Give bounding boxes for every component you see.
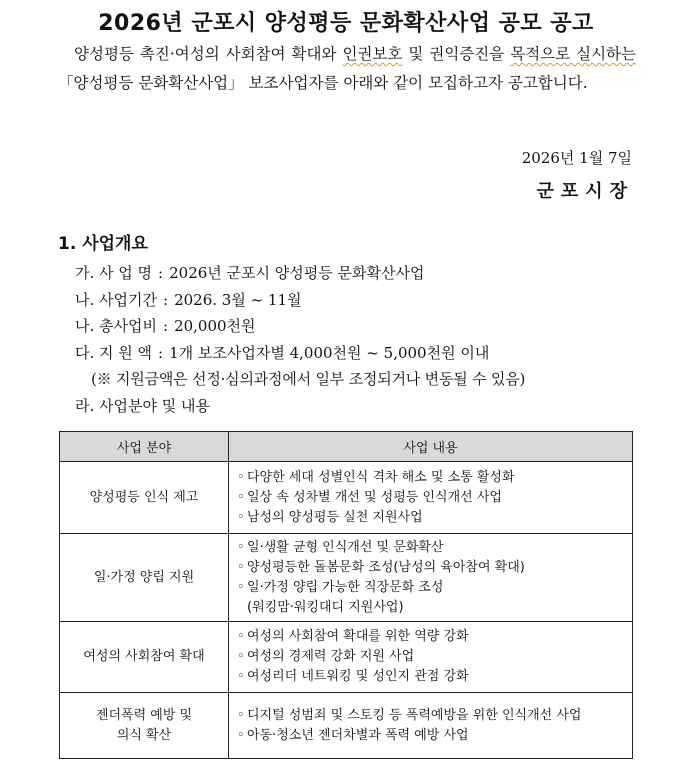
overview-label: 다. 지 원 액 <box>75 344 153 362</box>
intro-text-2: 및 권익증진을 <box>402 45 511 63</box>
content-item: ◦ 여성의 사회참여 확대를 위한 역량 강화 <box>237 629 469 644</box>
section-heading: 1. 사업개요 <box>58 234 148 254</box>
overview-label: 가. 사 업 명 <box>75 264 153 282</box>
business-content <box>229 462 633 534</box>
column-header-area: 사업 분야 <box>60 432 229 462</box>
content-item: ◦ 일·가정 양립 가능한 직장문화 조성 <box>237 579 444 595</box>
business-area: 일·가정 양립 지원 <box>60 534 229 622</box>
overview-value: 1개 보조사업자별 4,000천원 ~ 5,000천원 이내 <box>169 344 490 362</box>
content-item: ◦ 여성의 경제력 강화 지원 사업 <box>237 649 415 664</box>
overview-item: 나. 사업기간 : 2026. 3월 ~ 11월 <box>75 291 302 309</box>
table-row <box>60 622 633 693</box>
overview-value: 20,000천원 <box>174 317 256 335</box>
intro-underlined-2: 목적으로 실시하는 <box>510 45 636 63</box>
column-header-content: 사업 내용 <box>229 432 633 462</box>
overview-item: 가. 사 업 명 : 2026년 군포시 양성평등 문화확산사업 <box>75 264 425 282</box>
intro-underlined-1: 인권보호 <box>342 45 403 63</box>
content-item: ◦ 다양한 세대 성별인식 격차 해소 및 소통 활성화 <box>237 469 515 485</box>
overview-label: 나. 사업기간 <box>75 291 157 309</box>
content-item: ◦ 남성의 양성평등 실천 지원사업 <box>237 509 423 525</box>
table-header-row <box>60 432 633 462</box>
content-item: ◦ 일상 속 성차별 개선 및 성평등 인식개선 사업 <box>237 489 502 505</box>
content-item-continuation: (워킹맘·워킹대디 지원사업) <box>247 599 404 615</box>
document-title: 2026년 군포시 양성평등 문화확산사업 공모 공고 <box>98 11 594 36</box>
content-item: ◦ 디지털 성범죄 및 스토킹 등 폭력예방을 위한 인식개선 사업 <box>237 707 582 723</box>
table-row <box>60 693 633 759</box>
field-heading: 라. 사업분야 및 내용 <box>75 397 210 415</box>
business-area: 양성평등 인식 제고 <box>60 462 229 534</box>
overview-value: 2026년 군포시 양성평등 문화확산사업 <box>169 264 425 282</box>
intro-text-3: 「양성평등 문화확산사업」 보조사업자를 아래와 같이 모집하고자 공고합니다. <box>58 74 588 92</box>
overview-item: 나. 총사업비 : 20,000천원 <box>75 317 256 335</box>
announcement-date: 2026년 1월 7일 <box>521 149 632 167</box>
overview-item: 다. 지 원 액 : 1개 보조사업자별 4,000천원 ~ 5,000천원 이내 <box>75 344 490 362</box>
funding-note: (※ 지원금액은 선정·심의과정에서 일부 조정되거나 변동될 수 있음) <box>91 370 526 388</box>
overview-label: 나. 총사업비 <box>75 317 157 335</box>
intro-text-1: 양성평등 촉진·여성의 사회참여 확대와 <box>74 45 343 63</box>
overview-value: 2026. 3월 ~ 11월 <box>174 291 302 309</box>
content-item: ◦ 일·생활 균형 인식개선 및 문화확산 <box>237 539 444 555</box>
content-item: ◦ 양성평등한 돌봄문화 조성(남성의 육아참여 확대) <box>237 559 525 575</box>
content-item: ◦ 여성리더 네트워킹 및 성인지 관점 강화 <box>237 669 469 684</box>
signer: 군포시장 <box>536 181 634 202</box>
intro-paragraph <box>58 40 636 98</box>
business-area: 여성의 사회참여 확대 <box>60 622 229 693</box>
business-content <box>229 622 633 693</box>
business-content <box>229 534 633 622</box>
business-content <box>229 693 633 759</box>
content-item: ◦ 아동·청소년 젠더차별과 폭력 예방 사업 <box>237 727 469 743</box>
business-area: 젠더폭력 예방 및 의식 확산 <box>60 693 229 759</box>
business-field-table <box>59 431 633 759</box>
table-row <box>60 462 633 534</box>
table-row <box>60 534 633 622</box>
